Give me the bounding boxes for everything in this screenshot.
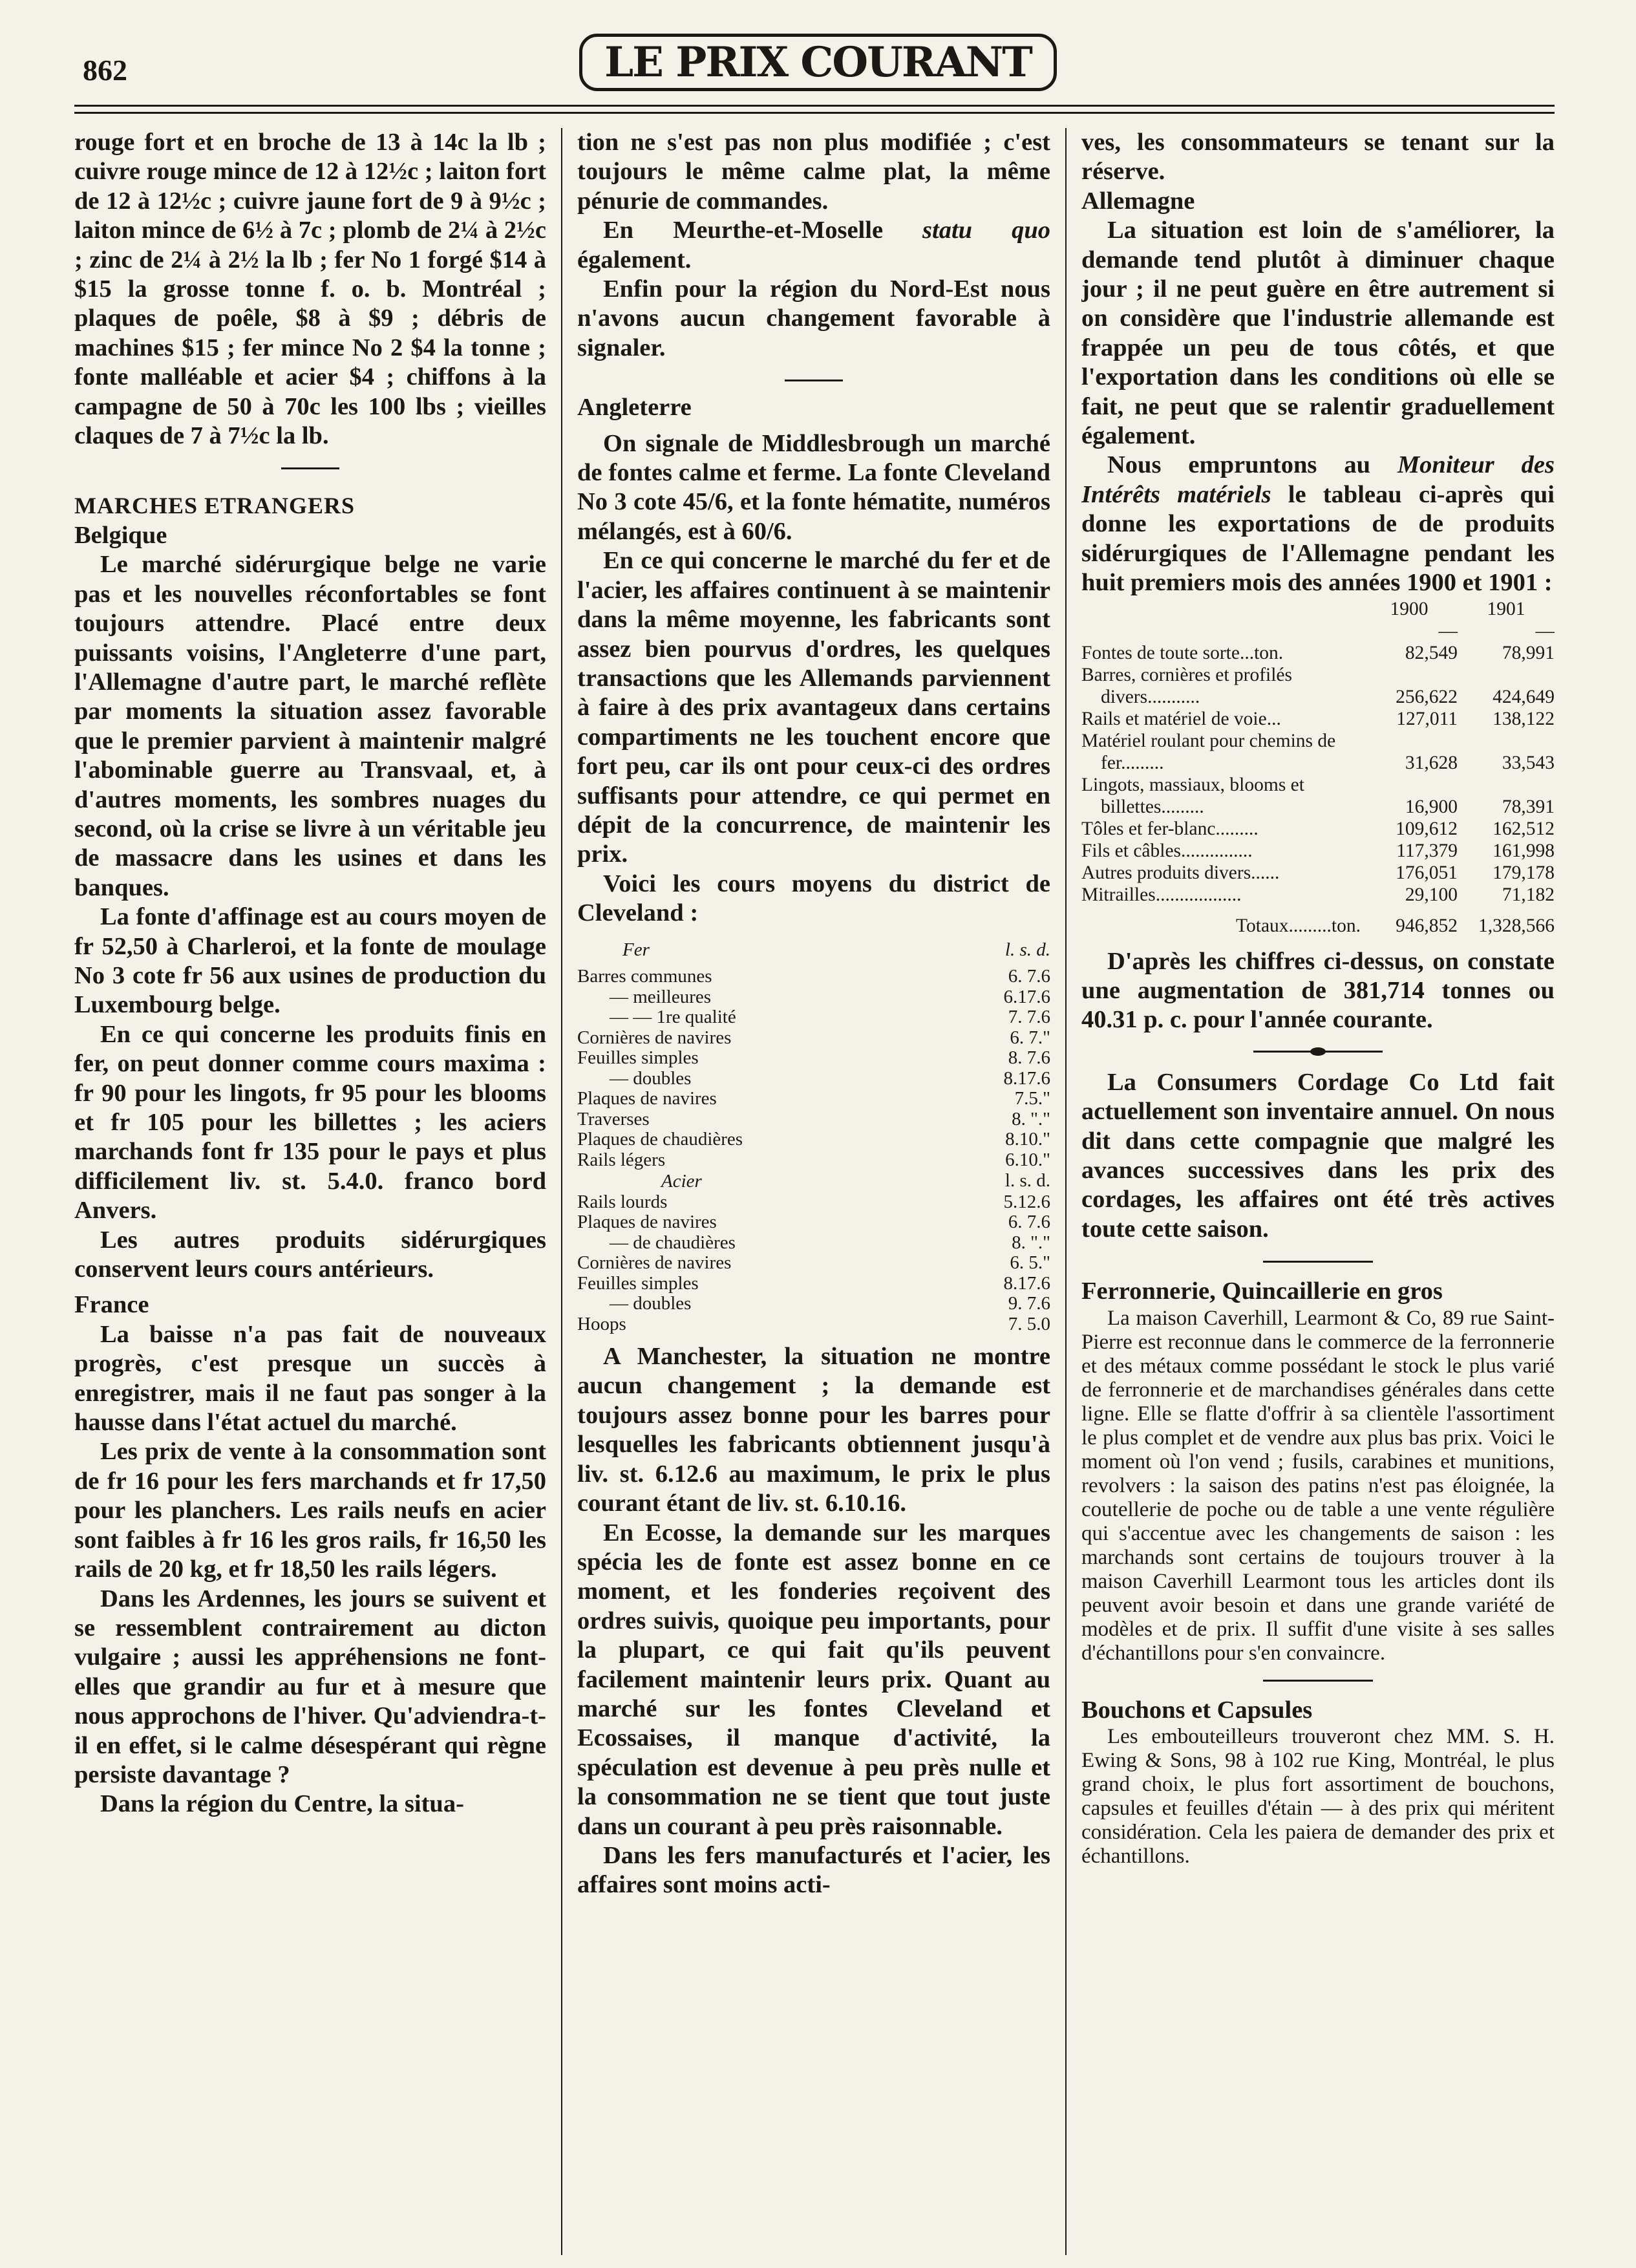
page-number: 862 [83,54,127,87]
value-1900: 117,379 [1396,840,1458,861]
value-1901: 161,998 [1493,840,1555,861]
paragraph-nord-est: Enfin pour la région du Nord-Est nous n'avons aucun changement favorable à signaler. [577,275,1050,361]
value-1901: 33,543 [1502,752,1555,773]
row-value: 8. 7.6 [1008,1047,1050,1069]
paragraph-ecosse: En Ecosse, la demande sur les marques spécia les de fonte est assez bonne en ce moment, et les fonderies reçoivent des ordres suivis, quoique peu importants, pour la plupart, ce qui fait qu'ils peuvent facilement maintenir leurs prix. Quant au marché sur les fontes Cleveland et Ecossaises, il manque d'activité, la spéculation est devenue à peu près nulle et la consommation ne se tient que tout juste dans un courant à peu près raisonnable. [577,1519,1050,1840]
paragraph-france-3: Dans les Ardennes, les jours se suivent et se ressemblent contrairement au dicton vulgaire ; aussi les appréhensions ne font-elles que grandir au fur et à mesure que nous approchons de l'hiver. Qu'adviendra-t-il en effet, si le calme désespérant qui règne persiste davantage ? [74,1585,546,1788]
text-italic: Moniteur des Intérêts matériels [1081,451,1555,508]
paragraph-angleterre-3: Voici les cours moyens du district de Cleveland : [577,870,1050,927]
table-row [1081,840,1555,862]
row-value: 7.5." [1014,1088,1050,1109]
table-row [577,1192,1050,1213]
paragraph-consumers-cordage: La Consumers Cordage Co Ltd fait actuellement son inventaire annuel. On nous dit dans cette compagnie que malgré les avances successives dans les prix des cordages, les affaires ont été très actives toute cette saison. [1081,1068,1555,1243]
table-row [1081,642,1555,664]
row-label: — doubles [610,1293,692,1314]
row-value: 7. 7.6 [1008,1007,1050,1028]
separator-rule [1263,1261,1373,1263]
table-row [1081,774,1555,818]
ferronnerie-notice [1081,1307,1555,1665]
table-row [577,1212,1050,1233]
table-header-label: Acier [661,1171,702,1192]
total-1901: 1,328,566 [1478,915,1555,936]
total-1900: 946,852 [1396,915,1458,936]
row-value: 8.17.6 [1003,1067,1050,1089]
table-header-unit: l. s. d. [1004,939,1050,960]
table-row [1081,818,1555,840]
fer-prices-table [577,940,1050,1335]
paragraph-manchester: A Manchester, la situation ne montre aucun changement ; la demande est toujours assez bonne pour les barres pour lesquelles les fabricants obtiennent jusqu'à liv. st. 6.12.6 au maximum, le prix le plus courant étant de liv. st. 6.10.16. [577,1343,1050,1517]
dash-row [1081,620,1555,642]
ornament-rule [1253,1051,1383,1053]
row-value: 6.10." [1005,1149,1050,1170]
value-1900: 16,900 [1405,796,1458,817]
row-label: Cornières de navires [577,1027,732,1048]
separator-rule [785,380,843,381]
table-row [1081,730,1555,774]
value-1900: 31,628 [1405,752,1458,773]
table-row [577,1129,1050,1150]
dash: — [1535,620,1555,641]
paragraph-fers-manufactures: Dans les fers manufacturés et l'acier, les affaires sont moins acti- [577,1841,1050,1899]
row-label: Plaques de navires [577,1088,717,1109]
text-italic: statu quo [922,217,1050,244]
row-value: 6. 7.6 [1008,966,1050,987]
value-1900: 109,612 [1396,818,1458,839]
paragraph-centre-continued: tion ne s'est pas non plus modifiée ; c'est toujours le même calme plat, la même pénurie de commandes. [577,129,1050,215]
row-value: 6.17.6 [1003,986,1050,1007]
header-rule-double [74,112,1555,114]
table-row [577,987,1050,1008]
table-row [577,1314,1050,1335]
heading-allemagne: Allemagne [1081,187,1195,215]
row-label: Barres communes [577,966,712,987]
value-1900: 256,622 [1396,686,1458,707]
row-label: Lingots, massiaux, blooms et billettes......... [1081,774,1304,817]
row-label: Rails légers [577,1149,666,1170]
row-label: Feuilles simples [577,1272,699,1294]
paragraph-belgique-1: Le marché sidérurgique belge ne varie pas et les nouvelles réconfortables se font toujours attendre. Placé entre deux puissants voisins, l'Angleterre d'une part, l'Allemagne d'autre part, le marché reflète par moments la situation assez favorable que le premier parvient à maintenir malgré l'abominable guerre au Transvaal, et, à d'autres moments, les sombres nuages du second, où la crise se livre à un véritable jeu de massacre dans les usines et dans les banques. [74,551,546,901]
table-header-unit: l. s. d. [1004,1170,1050,1192]
paragraph-allemagne-3: D'après les chiffres ci-dessus, on constate une augmentation de 381,714 tonnes ou 40.31 p. c. pour l'année courante. [1081,947,1555,1034]
row-value: 8.17.6 [1003,1272,1050,1294]
header-rule [74,105,1555,107]
value-1901: 424,649 [1493,686,1555,707]
paragraph-angleterre-1: On signale de Middlesbrough un marché de fontes calme et ferme. La fonte Cleveland No 3 cote 45/6, et la fonte hématite, numéros mélangés, est à 60/6. [577,429,1050,545]
masthead [0,34,1636,91]
paragraph-angleterre-continued: ves, les consommateurs se tenant sur la réserve. [1081,129,1555,186]
value-1901: 138,122 [1493,708,1555,729]
table-row [577,1028,1050,1049]
table-row [577,967,1050,987]
text: En Meurthe-et-Moselle [603,217,923,244]
ornament-dot [1310,1047,1326,1056]
row-value: 6. 7." [1010,1027,1050,1048]
value-1900: 127,011 [1396,708,1458,729]
paragraph-bouchons: Les embouteilleurs trouveront chez MM. S. H. Ewing & Sons, 98 à 102 rue King, Montréal, le plus grand choix, le plus fort assortiment de bouchons, capsules et feuilles d'étain — à des prix qui méritent considération. Cela les paiera de demander des prix et échantillons. [1081,1724,1555,1868]
table-row [1081,708,1555,730]
row-label: Autres produits divers...... [1081,862,1280,883]
dash: — [1438,620,1458,641]
text: Nous empruntons au [1107,451,1397,479]
column-header-1901: 1901 [1487,598,1525,619]
masthead-title: LE PRIX COURANT [579,34,1057,91]
value-1901: 71,182 [1502,884,1555,905]
value-1900: 82,549 [1405,642,1458,663]
table-row [577,1150,1050,1171]
heading-belgique: Belgique [74,521,167,549]
row-label: — doubles [610,1067,692,1089]
table-row [577,1069,1050,1089]
bouchons-notice [1081,1725,1555,1868]
row-value: 6. 5." [1010,1252,1050,1274]
table-row [577,1089,1050,1109]
row-value: 7. 5.0 [1008,1313,1050,1334]
row-label: — de chaudières [610,1232,736,1253]
value-1901: 78,391 [1502,796,1555,817]
paragraph-meurthe-moselle [577,216,1050,275]
table-total-row [1081,906,1555,937]
table-row [1081,884,1555,906]
column-3 [1081,128,1555,2255]
row-value: 8. "." [1012,1232,1050,1253]
row-label: Traverses [577,1108,650,1129]
row-label: Rails lourds [577,1191,668,1212]
table-header-label: Fer [622,939,650,960]
row-label: Plaques de chaudières [577,1129,743,1150]
row-label: Feuilles simples [577,1047,699,1069]
value-1901: 179,178 [1493,862,1555,883]
table-row [577,1294,1050,1314]
row-label: Matériel roulant pour chemins de fer......... [1081,730,1336,773]
row-value: 5.12.6 [1003,1191,1050,1212]
export-table [1081,598,1555,937]
table-header-row [1081,598,1555,620]
table-row [577,1007,1050,1028]
paragraph-belgique-3: En ce qui concerne les produits finis en fer, on peut donner comme cours maxima : fr 90 pour les lingots, fr 95 pour les blooms et fr 105 pour les billettes ; les aciers marchands font fr 135 pour le pays et plus difficilement liv. st. 5.4.0. franco bord Anvers. [74,1020,546,1225]
column-2 [577,128,1050,2255]
column-divider-2 [1065,128,1067,2255]
column-divider-1 [561,128,562,2255]
column-1 [74,128,546,2255]
row-label: Plaques de navires [577,1212,717,1233]
row-label: Rails et matériel de voie... [1081,708,1281,729]
row-label: Fontes de toute sorte...ton. [1081,642,1284,663]
row-label: Cornières de navires [577,1252,732,1274]
table-row [1081,664,1555,708]
table-row [577,1233,1050,1254]
heading-ferronnerie: Ferronnerie, Quincaillerie en gros [1081,1278,1443,1305]
paragraph-france-4: Dans la région du Centre, la situa- [100,1790,464,1818]
table-row [577,1253,1050,1274]
row-label: Barres, cornières et profilés divers........... [1081,664,1292,707]
value-1900: 29,100 [1405,884,1458,905]
row-label: Mitrailles.................. [1081,884,1242,905]
row-value: 8. "." [1012,1108,1050,1129]
paragraph-france-2: Les prix de vente à la consommation sont de fr 16 pour les fers marchands et fr 17,50 pour les planchers. Les rails neufs en acier sont faibles à fr 16 les gros rails, fr 16,50 les rails de 20 kg, et fr 18,50 les rails légers. [74,1438,546,1583]
paragraph-belgique-4: Les autres produits sidérurgiques conservent leurs cours antérieurs. [74,1226,546,1283]
paragraph-belgique-2: La fonte d'affinage est au cours moyen de fr 52,50 à Charleroi, et la fonte de moulage No 3 cote fr 56 aux usines de production du Luxembourg belge. [74,903,546,1019]
text: le tableau ci-après qui donne les exportations de de produits sidérurgiques de l'Allemagne pendant les huit premiers mois des années 1900 et 1901 : [1081,480,1555,597]
value-1901: 162,512 [1493,818,1555,839]
paragraph-ferronnerie: La maison Caverhill, Learmont & Co, 89 rue Saint-Pierre est reconnue dans le commerce de la ferronnerie et des métaux comme possédant le stock le plus varié de ferronnerie et de marchandises générales dans cette ligne. Elle se flatte d'offrir à sa clientèle l'assortiment le plus complet et de vendre aux plus bas prix. Voici le moment où l'on vend ; fusils, carabines et munitions, revolvers : la saison des patins n'est pas éloignée, la coutellerie de poche ou de table a une vente régulière qui s'accentue avec les changements de saison : les marchands sont certains de toujours trouver à la maison Caverhill Learmont tous les articles dont ils peuvent avoir besoin et dans une grande variété de modèles et de prix. Il suffit d'une visite à ses salles d'échantillons pour s'en convaincre. [1081,1306,1555,1665]
paragraph-france-1: La baisse n'a pas fait de nouveaux progrès, c'est presque un succès à enregistrer, mais il ne faut pas songer à la hausse dans l'état actuel du marché. [74,1320,546,1437]
total-label: Totaux.........ton. [1236,915,1361,936]
table-row [577,1274,1050,1294]
row-value: 8.10." [1005,1129,1050,1150]
row-label: Tôles et fer-blanc......... [1081,818,1259,839]
row-label: Fils et câbles............... [1081,840,1253,861]
row-value: 9. 7.6 [1008,1293,1050,1314]
value-1901: 78,991 [1502,642,1555,663]
row-label: — meilleures [610,986,712,1007]
row-label: — — 1re qualité [610,1007,736,1028]
separator-rule [1263,1680,1373,1682]
table-row [577,1048,1050,1069]
heading-angleterre: Angleterre [577,394,692,422]
paragraph-allemagne-2 [1081,451,1555,597]
paragraph-allemagne-1: La situation est loin de s'améliorer, la demande tend plutôt à diminuer chaque jour ; il ne peut guère en être autrement si on considère que l'industrie allemande est frappée un peu de tous côtés, et que l'exportation dans les conditions où elle se fait, ne peut que se ralentir graduellement également. [1081,217,1555,450]
heading-marches-etrangers: MARCHES ETRANGERS [74,493,356,519]
heading-bouchons: Bouchons et Capsules [1081,1696,1313,1724]
heading-france: France [74,1291,149,1319]
row-value: 6. 7.6 [1008,1212,1050,1233]
value-1900: 176,051 [1396,862,1458,883]
row-label: Hoops [577,1313,626,1334]
table-row [577,1109,1050,1130]
table-row [1081,862,1555,884]
column-header-1900: 1900 [1390,598,1429,619]
separator-rule [281,467,339,469]
text: également. [577,246,692,273]
paragraph-angleterre-2: En ce qui concerne le marché du fer et de l'acier, les affaires continuent à se maintenir dans la même moyenne, les fabricants sont assez bien pourvus d'ordres, les quelques transactions que les Allemands parviennent à faire à des prix avantageux dans certains compartiments ne les touchent encore que fort peu, car ils ont pour ceux-ci des ordres suffisants pour attendre, ce qui permet en dépit de la concurrence, de maintenir les prix. [577,547,1050,868]
paragraph-metals-prices: rouge fort et en broche de 13 à 14c la lb ; cuivre rouge mince de 12 à 12½c ; laiton fort de 12 à 12½c ; cuivre jaune fort de 9 à 9½c ; laiton mince de 6½ à 7c ; plomb de 2¼ à 2½c ; zinc de 2¼ à 2½ la lb ; fer No 1 forgé $14 à $15 la grosse tonne f. o. b. Montréal ; plaques de poêle, $8 à $9 ; débris de machines $15 ; fer mince No 2 $4 la tonne ; fonte malléable et acier $4 ; chiffons à la campagne de 50 à 70c les 100 lbs ; vieilles claques de 7 à 7½c la lb. [74,129,546,450]
